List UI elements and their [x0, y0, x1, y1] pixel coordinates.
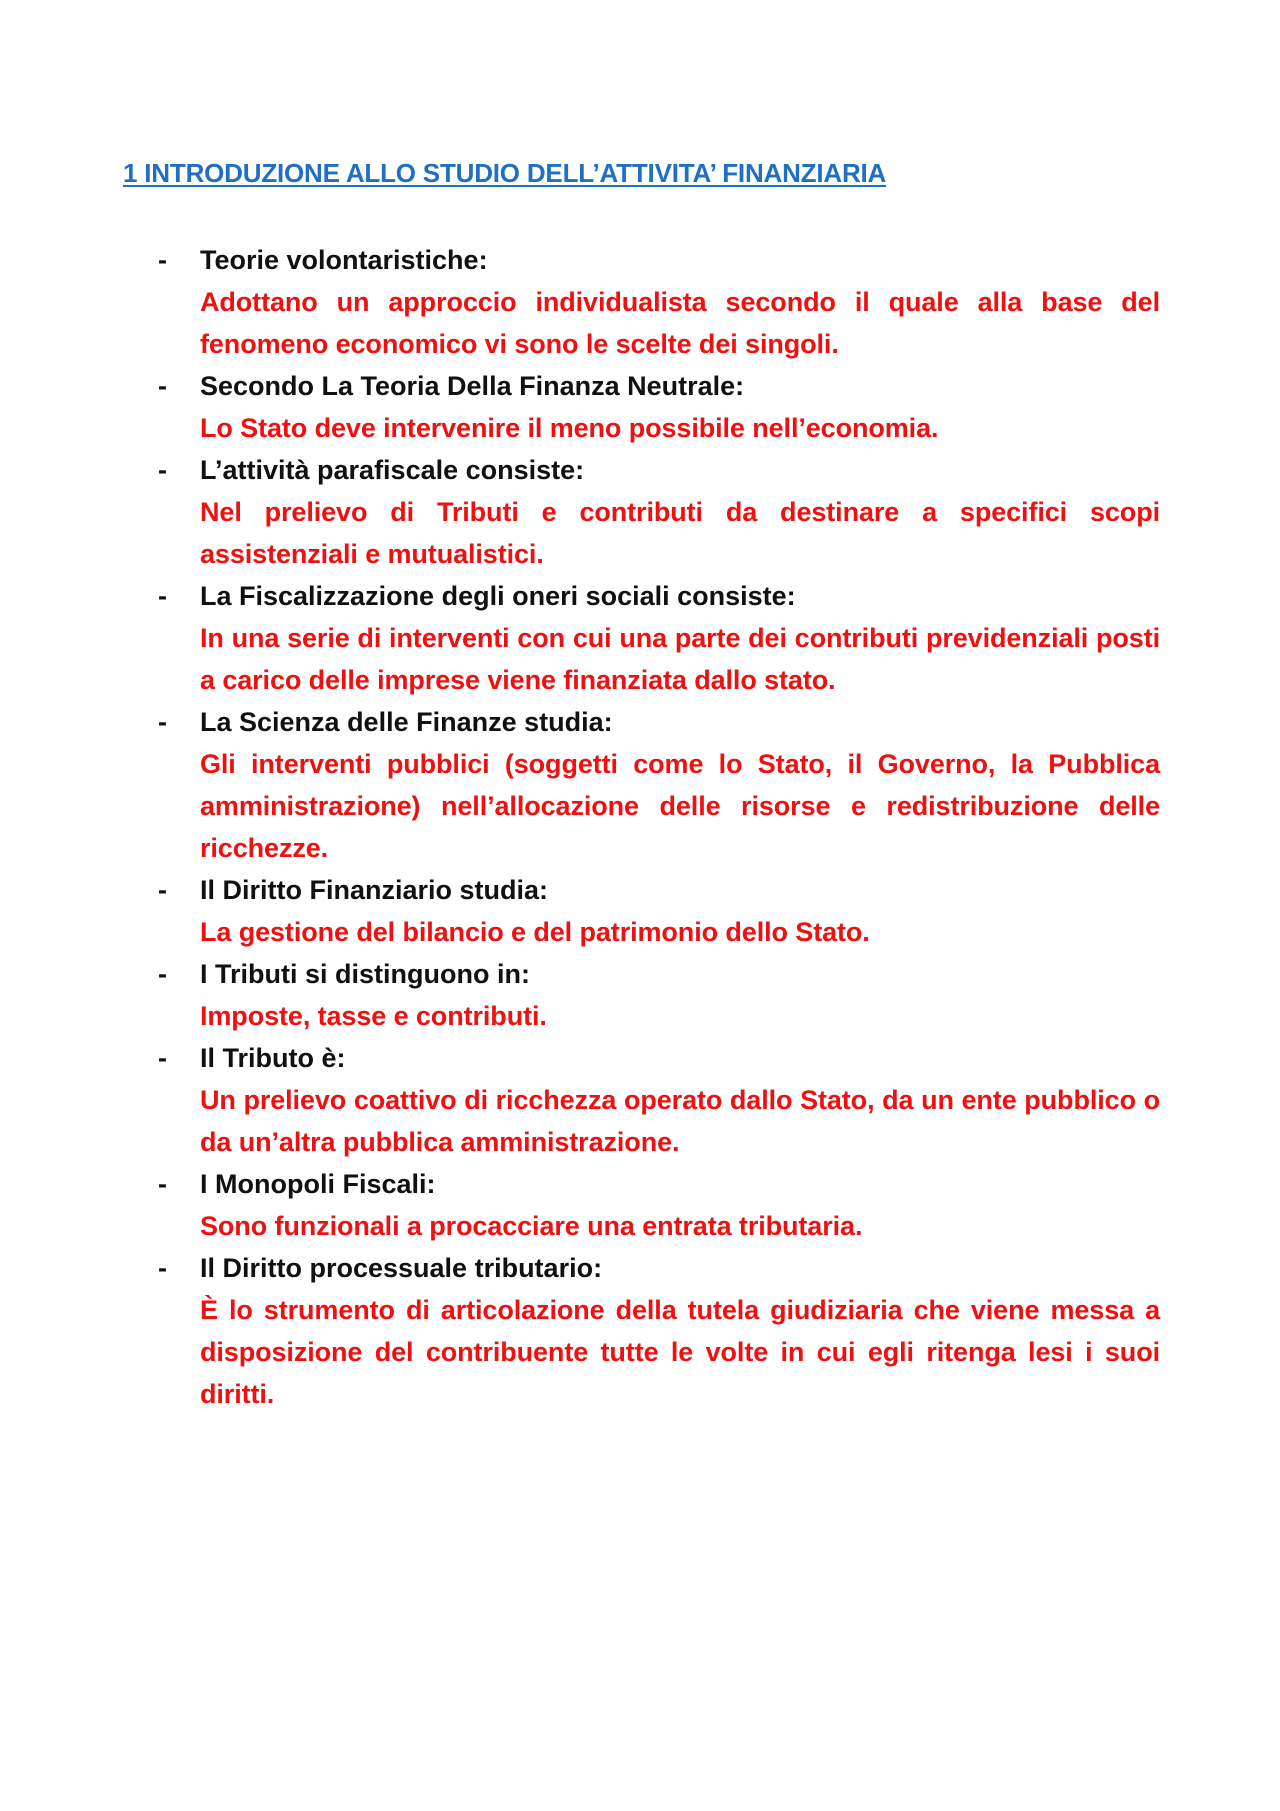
item-question: Secondo La Teoria Della Finanza Neutrale: [200, 371, 745, 401]
item-answer: Adottano un approccio individualista secondo il quale alla base del fenomeno economico vi sono le scelte dei singoli. [200, 287, 1160, 359]
bullet-dash: - [158, 875, 167, 905]
item-answer: La gestione del bilancio e del patrimonio dello Stato. [200, 917, 870, 947]
bullet-dash: - [158, 1253, 167, 1283]
list-item [158, 239, 1160, 365]
bullet-dash: - [158, 581, 167, 611]
item-answer: Gli interventi pubblici (soggetti come lo Stato, il Governo, la Pubblica amministrazione) nell’allocazione delle risorse e redistribuzione delle ricchezze. [200, 749, 1160, 863]
list-item [158, 953, 1160, 1037]
item-question: Il Diritto processuale tributario: [200, 1253, 603, 1283]
item-question: I Monopoli Fiscali: [200, 1169, 436, 1199]
list-item [158, 701, 1160, 869]
definition-list [158, 239, 1160, 1415]
item-question: Teorie volontaristiche: [200, 245, 488, 275]
list-item [158, 449, 1160, 575]
list-item [158, 1247, 1160, 1415]
item-answer: Nel prelievo di Tributi e contributi da destinare a specifici scopi assistenziali e mutualistici. [200, 497, 1160, 569]
item-answer: Imposte, tasse e contributi. [200, 1001, 547, 1031]
item-question: L’attività parafiscale consiste: [200, 455, 585, 485]
item-answer: Lo Stato deve intervenire il meno possibile nell’economia. [200, 413, 939, 443]
bullet-dash: - [158, 707, 167, 737]
list-item [158, 869, 1160, 953]
list-item [158, 575, 1160, 701]
bullet-dash: - [158, 245, 167, 275]
bullet-dash: - [158, 1169, 167, 1199]
bullet-dash: - [158, 959, 167, 989]
list-item [158, 1037, 1160, 1163]
item-answer: È lo strumento di articolazione della tutela giudiziaria che viene messa a disposizione del contribuente tutte le volte in cui egli ritenga lesi i suoi diritti. [200, 1295, 1160, 1409]
item-answer: Un prelievo coattivo di ricchezza operato dallo Stato, da un ente pubblico o da un’altra pubblica amministrazione. [200, 1085, 1160, 1157]
list-item [158, 1163, 1160, 1247]
bullet-dash: - [158, 1043, 167, 1073]
bullet-dash: - [158, 455, 167, 485]
item-question: Il Tributo è: [200, 1043, 346, 1073]
item-answer: Sono funzionali a procacciare una entrata tributaria. [200, 1211, 863, 1241]
item-question: Il Diritto Finanziario studia: [200, 875, 549, 905]
item-answer: In una serie di interventi con cui una parte dei contributi previdenziali posti a carico delle imprese viene finanziata dallo stato. [200, 623, 1160, 695]
item-question: I Tributi si distinguono in: [200, 959, 530, 989]
list-item [158, 365, 1160, 449]
page-title: 1 INTRODUZIONE ALLO STUDIO DELL’ATTIVITA’ FINANZIARIA [123, 158, 887, 188]
item-question: La Scienza delle Finanze studia: [200, 707, 613, 737]
bullet-dash: - [158, 371, 167, 401]
item-question: La Fiscalizzazione degli oneri sociali consiste: [200, 581, 796, 611]
